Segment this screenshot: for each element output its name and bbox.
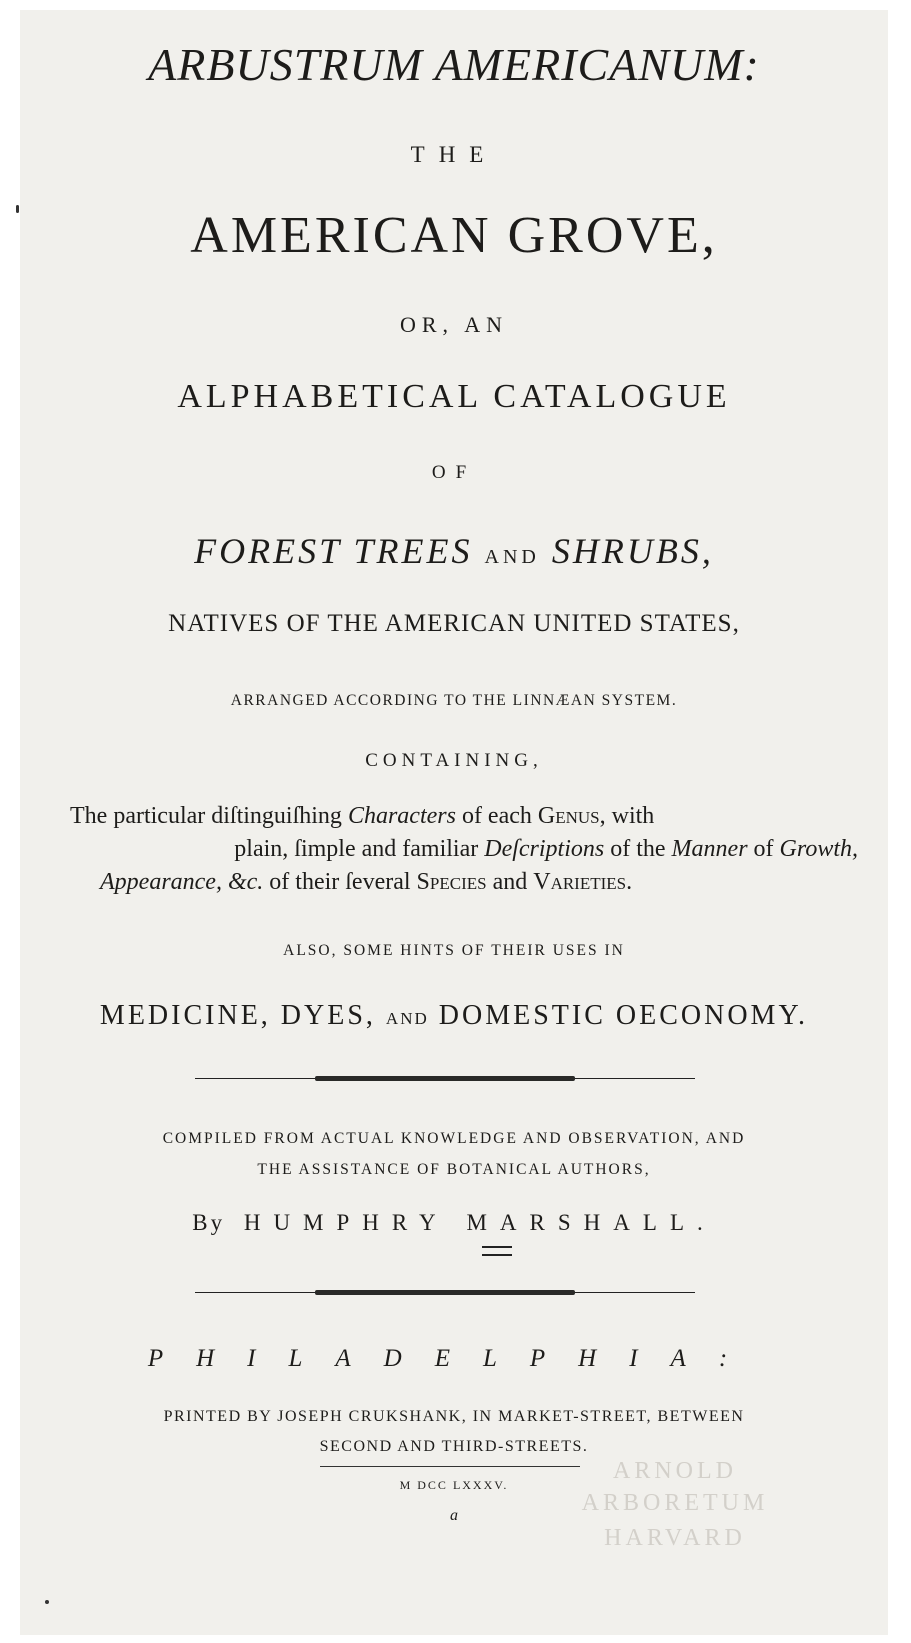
desc-smallcaps: Varieties. (533, 869, 633, 895)
forest-trees-text: FOREST TREES (194, 531, 473, 571)
title-page (20, 10, 888, 1635)
decorative-rule (195, 1292, 695, 1293)
author-name: HUMPHRY MARSHALL. (243, 1210, 716, 1235)
author-line (20, 1210, 888, 1236)
library-stamp-line: HARVARD (604, 1525, 746, 1551)
forest-trees-heading (20, 530, 888, 572)
and-text: AND (484, 546, 540, 568)
also-line: ALSO, SOME HINTS OF THEIR USES IN (283, 942, 625, 959)
domestic-text: DOMESTIC OECONOMY. (438, 1000, 809, 1031)
medicine-heading (20, 1000, 888, 1032)
grove-heading: AMERICAN GROVE, (190, 207, 718, 264)
by-label: By (192, 1210, 226, 1235)
and-text: AND (385, 1009, 429, 1028)
medicine-text: MEDICINE, DYES, (99, 1000, 376, 1031)
printer-line-1: PRINTED BY JOSEPH CRUKSHANK, IN MARKET-STREET, BETWEEN (163, 1408, 745, 1425)
desc-text: of (747, 836, 780, 862)
thin-rule (320, 1466, 580, 1467)
desc-text: plain, ſimple and familiar (234, 836, 485, 862)
natives-line: NATIVES OF THE AMERICAN UNITED STATES, (168, 610, 740, 637)
city-line: PHILADELPHIA: (147, 1345, 761, 1372)
desc-text: of their ſeveral (263, 869, 417, 895)
library-stamp-line: ARNOLD (613, 1458, 737, 1484)
ink-speck (45, 1600, 49, 1604)
desc-italic: Deſcriptions (484, 836, 605, 862)
rule-thick (315, 1076, 575, 1081)
ink-speck (16, 205, 19, 213)
shrubs-text: SHRUBS, (551, 531, 714, 571)
desc-text: and (486, 869, 534, 895)
desc-text: The particular diſtinguiſhing (70, 803, 348, 829)
desc-text: of the (604, 836, 672, 862)
desc-italic: Appearance, &c. (100, 869, 264, 895)
the-label: THE (410, 142, 498, 167)
desc-smallcaps: Species (416, 869, 487, 895)
decorative-rule (195, 1078, 695, 1079)
printer-line-2: SECOND AND THIRD-STREETS. (319, 1438, 589, 1455)
desc-text: of each (455, 803, 538, 829)
description-line-3 (100, 866, 888, 899)
rule-thick (315, 1290, 575, 1295)
description-line-1 (70, 800, 858, 833)
catalogue-heading: ALPHABETICAL CATALOGUE (177, 378, 731, 415)
compiled-line-2: THE ASSISTANCE OF BOTANICAL AUTHORS, (257, 1161, 651, 1178)
desc-italic: Characters (347, 803, 456, 829)
desc-smallcaps: Genus (537, 803, 600, 829)
compiled-line-1: COMPILED FROM ACTUAL KNOWLEDGE AND OBSERVATION, AND (162, 1130, 746, 1147)
signature-mark: a (450, 1507, 458, 1524)
library-stamp-line: ARBORETUM (581, 1490, 769, 1516)
manuscript-underline (482, 1246, 512, 1256)
of-label: OF (431, 462, 477, 483)
desc-italic: Growth, (779, 836, 858, 862)
main-title: ARBUSTRUM AMERICANUM: (148, 39, 760, 90)
description-line-2 (70, 833, 858, 866)
containing-label: CONTAINING, (365, 750, 543, 771)
desc-italic: Manner (671, 836, 748, 862)
desc-text: , with (599, 803, 655, 829)
year-line: M DCC LXXXV. (399, 1478, 509, 1492)
or-an-label: OR, AN (399, 312, 509, 337)
arranged-line: ARRANGED ACCORDING TO THE LINNÆAN SYSTEM. (230, 692, 678, 709)
